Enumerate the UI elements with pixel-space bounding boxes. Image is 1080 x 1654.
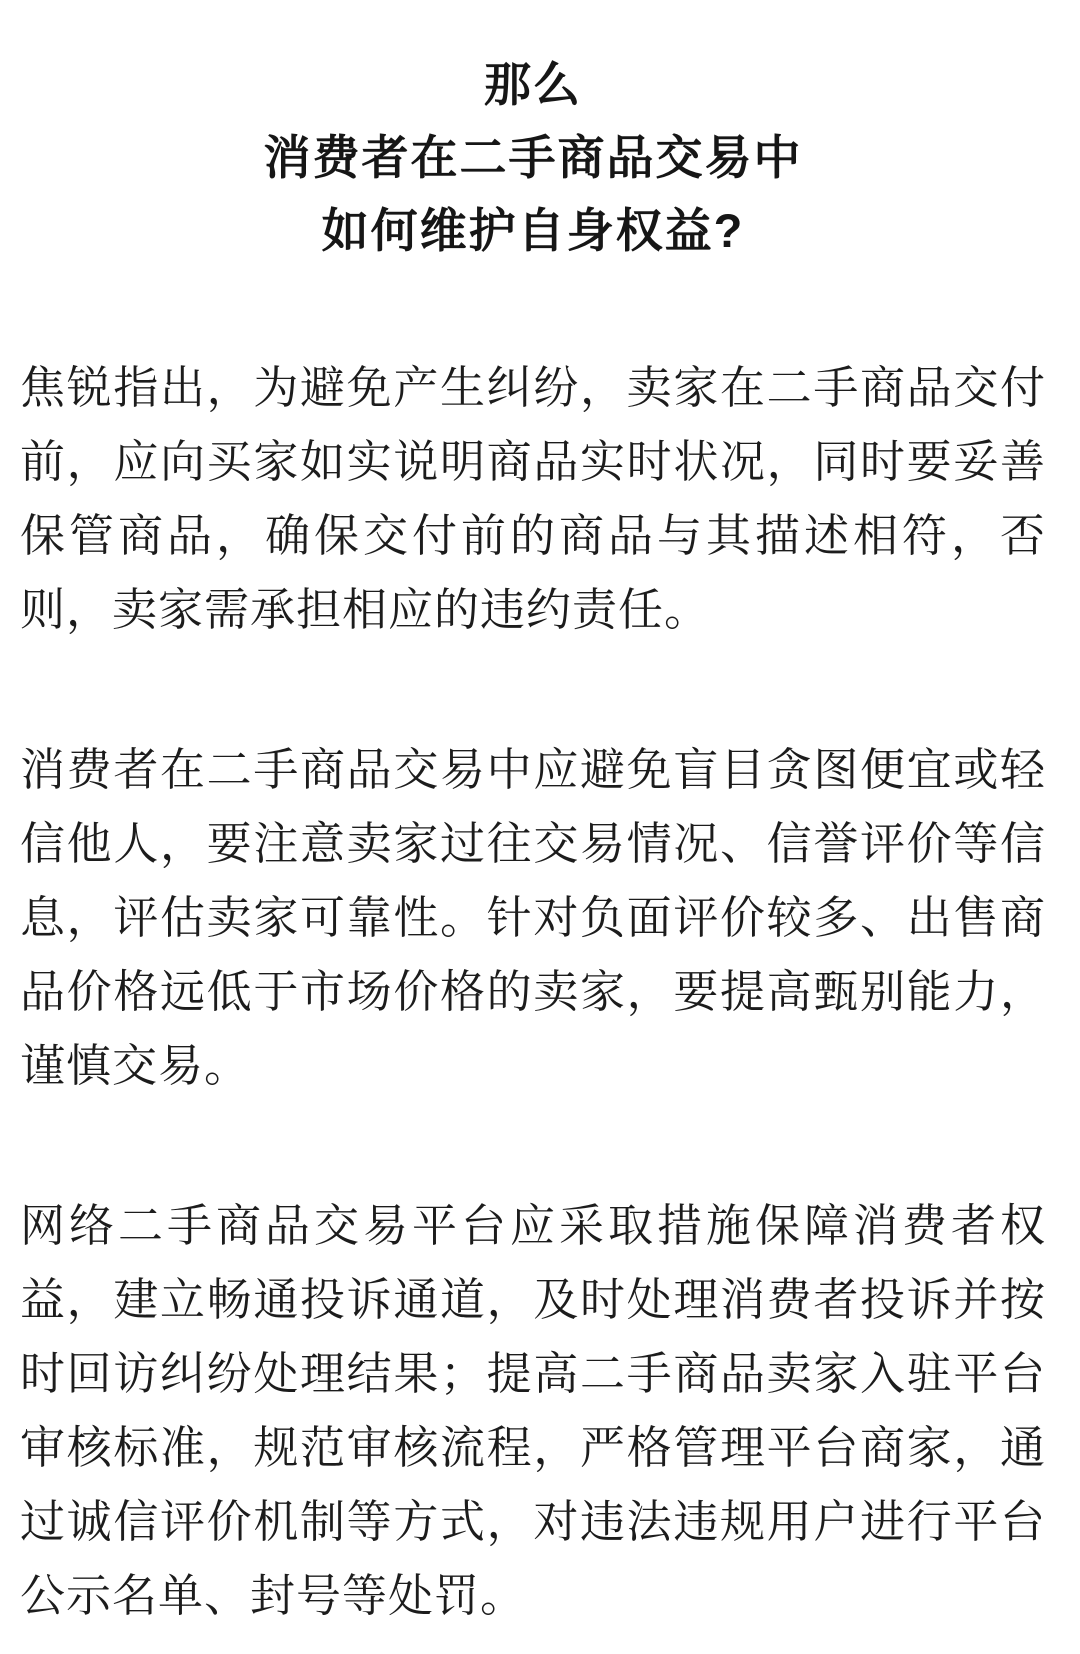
article-heading [20,48,1046,267]
heading-line-1: 那么 [484,58,582,111]
paragraph-seller-obligations: 焦锐指出，为避免产生纠纷，卖家在二手商品交付前，应向买家如实说明商品实时状况，同时要妥善保管商品，确保交付前的商品与其描述相符，否则，卖家需承担相应的违约责任。 [20,362,1046,635]
paragraph-platform-measures: 网络二手商品交易平台应采取措施保障消费者权益，建立畅通投诉通道，及时处理消费者投诉并按时回访纠纷处理结果；提高二手商品卖家入驻平台审核标准，规范审核流程，严格管理平台商家，通过诚信评价机制等方式，对违法违规用户进行平台公示名单、封号等处罚。 [20,1200,1046,1621]
heading-line-3: 如何维护自身权益? [321,204,745,257]
heading-line-2: 消费者在二手商品交易中 [263,131,803,184]
paragraph-consumer-caution: 消费者在二手商品交易中应避免盲目贪图便宜或轻信他人，要注意卖家过往交易情况、信誉评价等信息，评估卖家可靠性。针对负面评价较多、出售商品价格远低于市场价格的卖家，要提高甄别能力，谨慎交易。 [20,744,1046,1091]
